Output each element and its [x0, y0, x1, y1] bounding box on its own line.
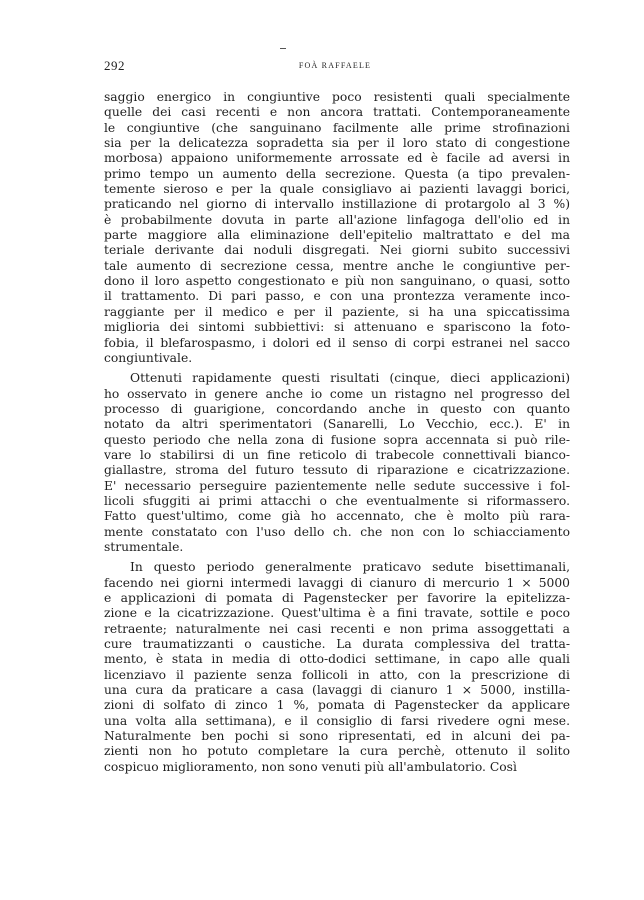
- text-line: questo periodo che nella zona di fusione sopra accennata si può rile-: [104, 432, 570, 447]
- header-mark: [280, 48, 286, 49]
- text-line: licoli sfuggiti ai primi attacchi o che eventualmente si riformassero.: [104, 493, 570, 508]
- text-line: il trattamento. Di pari passo, e con una prontezza veramente inco-: [104, 289, 570, 304]
- text-line: vare lo stabilirsi di un fine reticolo di trabecole connettivali bianco-: [104, 447, 570, 462]
- text-line: miglioria dei sintomi subbiettivi: si attenuano e spariscono la foto-: [104, 320, 570, 335]
- text-line: quelle dei casi recenti e non ancora trattati. Contemporaneamente: [104, 105, 570, 120]
- body-text: [104, 90, 570, 775]
- text-line: zioni di solfato di zinco 1 %, pomata di Pagenstecker da applicare: [104, 698, 570, 713]
- text-line: fobia, il blefarospasmo, i dolori ed il senso di corpi estranei nel sacco: [104, 335, 570, 350]
- paragraph: [104, 560, 570, 775]
- text-line: mente constatato con l'uso dello ch. che non con lo schiacciamento: [104, 524, 570, 539]
- text-line: retraente; naturalmente nei casi recenti e non prima assoggettati a: [104, 621, 570, 636]
- page-number: 292: [104, 58, 125, 73]
- text-line: mento, è stata in media di otto-dodici settimane, in capo alle quali: [104, 652, 570, 667]
- text-line: In questo periodo generalmente praticavo sedute bisettimanali,: [130, 560, 570, 575]
- text-line: zione e la cicatrizzazione. Quest'ultima è a fini travate, sottile e poco: [104, 606, 570, 621]
- text-line: teriale derivante dai noduli disgregati. Nei giorni subito successivi: [104, 243, 570, 258]
- text-line: raggiante per il medico e per il paziente, si ha una spiccatissima: [104, 304, 570, 319]
- text-line: morbosa) appaiono uniformemente arrossate ed è facile ad aversi in: [104, 151, 570, 166]
- text-line: Naturalmente ben pochi si sono ripresentati, ed in alcuni dei pa-: [104, 729, 570, 744]
- text-line: processo di guarigione, concordando anche in questo con quanto: [104, 401, 570, 416]
- running-title: FOÀ RAFFAELE: [298, 61, 372, 70]
- text-line: una cura da praticare a casa (lavaggi di cianuro 1 × 5000, instilla-: [104, 683, 570, 698]
- text-line: strumentale.: [104, 539, 184, 554]
- text-line: praticando nel giorno di intervallo instillazione di protargolo al 3 %): [104, 197, 570, 212]
- text-line: Ottenuti rapidamente questi risultati (cinque, dieci applicazioni): [130, 371, 570, 386]
- text-line: cospicuo miglioramento, non sono venuti più all'ambulatorio. Così: [104, 759, 517, 774]
- text-line: licenziavo il paziente senza follicoli in atto, con la prescrizione di: [104, 667, 570, 682]
- text-line: cure traumatizzanti o caustiche. La durata complessiva del tratta-: [104, 637, 570, 652]
- text-line: una volta alla settimana), e il consiglio di farsi rivedere ogni mese.: [104, 713, 570, 728]
- text-line: tale aumento di secrezione cessa, mentre anche le congiuntive per-: [104, 258, 570, 273]
- page-header: [104, 52, 566, 74]
- text-line: temente sieroso e per la quale consigliavo ai pazienti lavaggi borici,: [104, 182, 570, 197]
- paragraph: [104, 90, 570, 366]
- text-line: primo tempo un aumento della secrezione. Questa (a tipo prevalen-: [104, 166, 570, 181]
- text-line: parte maggiore alla eliminazione dell'epitelio maltrattato e del ma: [104, 228, 570, 243]
- text-line: E' necessario perseguire pazientemente nelle sedute successive i fol-: [104, 478, 570, 493]
- text-line: è probabilmente dovuta in parte all'azione linfagoga dell'olio ed in: [104, 212, 570, 227]
- text-line: congiuntivale.: [104, 350, 193, 365]
- text-line: zienti non ho potuto completare la cura perchè, ottenuto il solito: [104, 744, 570, 759]
- text-line: le congiuntive (che sanguinano facilmente alle prime strofinazioni: [104, 120, 570, 135]
- text-line: dono il loro aspetto congestionato e più non sanguinano, o quasi, sotto: [104, 274, 570, 289]
- text-line: saggio energico in congiuntive poco resistenti quali specialmente: [104, 90, 570, 104]
- text-line: facendo nei giorni intermedi lavaggi di cianuro di mercurio 1 × 5000: [104, 575, 570, 590]
- text-line: sia per la delicatezza sopradetta sia per il loro stato di congestione: [104, 136, 570, 151]
- text-line: Fatto quest'ultimo, come già ho accennato, che è molto più rara-: [104, 509, 570, 524]
- paragraph: [104, 371, 570, 555]
- paragraph-container: [104, 90, 570, 775]
- text-line: notato da altri sperimentatori (Sanarelli, Lo Vecchio, ecc.). E' in: [104, 417, 570, 432]
- text-line: ho osservato in genere anche io come un ristagno nel progresso del: [104, 386, 570, 401]
- text-line: giallastre, stroma del futuro tessuto di riparazione e cicatrizzazione.: [104, 463, 570, 478]
- text-line: e applicazioni di pomata di Pagenstecker per favorire la epitelizza-: [104, 591, 570, 605]
